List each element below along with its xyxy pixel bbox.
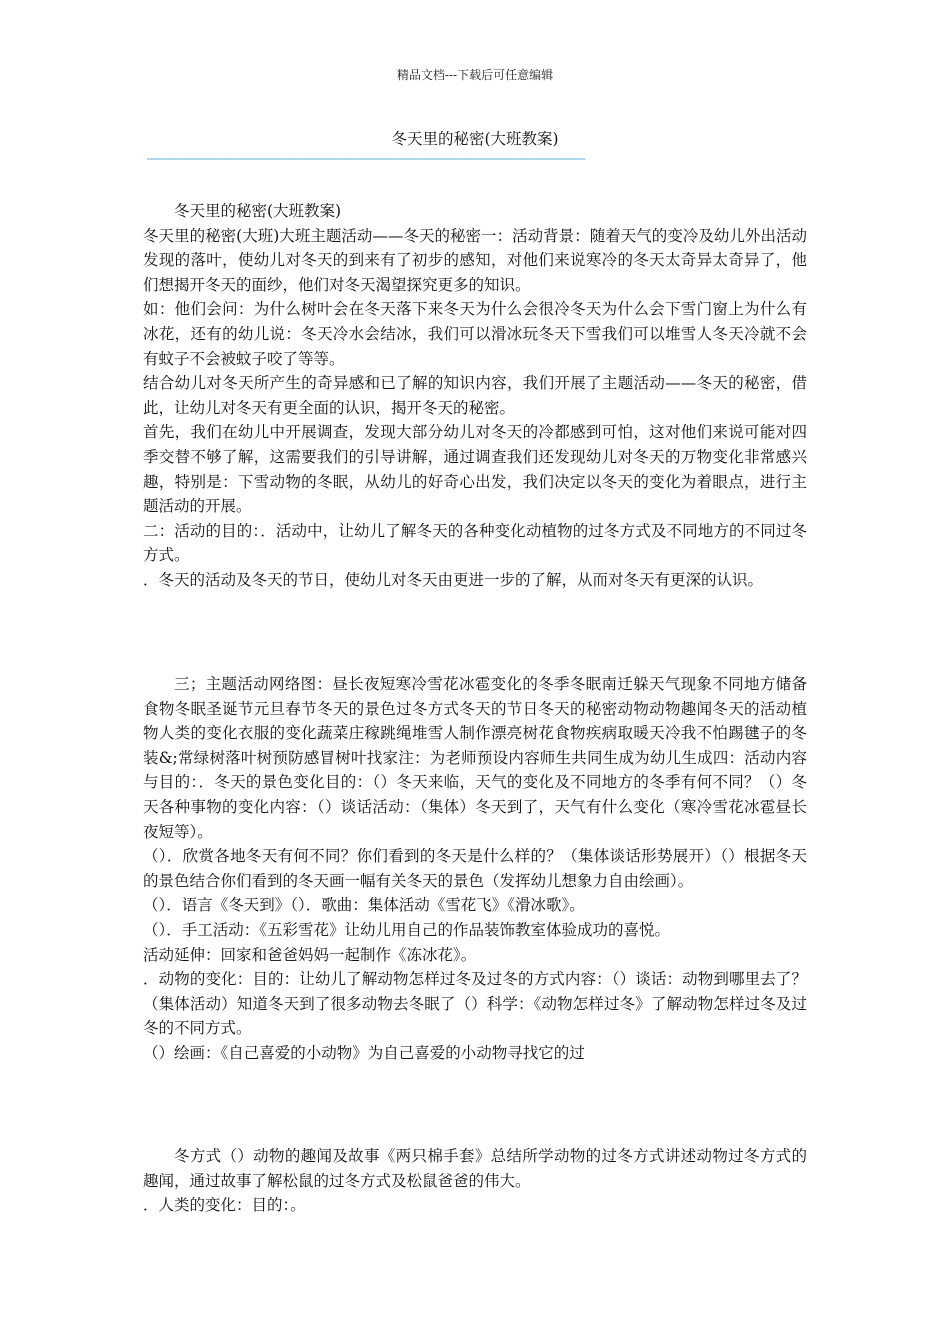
paragraph: 冬方式（）动物的趣闻及故事《两只棉手套》总结所学动物的过冬方式讲述动物过冬方式的趣闻，通过故事了解松鼠的过冬方式及松鼠爸爸的伟大。 xyxy=(143,1147,807,1190)
paragraph: 结合幼儿对冬天所产生的奇异感和已了解的知识内容，我们开展了主题活动——冬天的秘密，借此，让幼儿对冬天有更全面的认识，揭开冬天的秘密。 xyxy=(143,374,807,417)
body-section-3 xyxy=(143,1144,807,1218)
title-divider: ———————————————————————————————————————————————————— xyxy=(147,152,586,166)
paragraph: 二：活动的目的：．活动中，让幼儿了解冬天的各种变化动植物的过冬方式及不同地方的不同过冬方式。 xyxy=(143,521,807,565)
paragraph: （）．欣赏各地冬天有何不同？你们看到的冬天是什么样的？（集体谈话形势展开）（）根据冬天的景色结合你们看到的冬天画一幅有关冬天的景色（发挥幼儿想象力自由绘画）。 xyxy=(143,847,807,890)
paragraph: （）．语言《冬天到》（）．歌曲：集体活动《雪花飞》《滑冰歌》。 xyxy=(143,896,585,915)
paragraph: ．人类的变化：目的：。 xyxy=(143,1196,306,1215)
paragraph: ．冬天的活动及冬天的节日，使幼儿对冬天由更进一步的了解，从而对冬天有更深的认识。 xyxy=(143,570,764,589)
section-heading: 冬天里的秘密(大班教案) xyxy=(174,202,342,220)
paragraph: 冬天里的秘密(大班)大班主题活动——冬天的秘密一：活动背景：随着天气的变冷及幼儿外出活动发现的落叶，使幼儿对冬天的到来有了初步的感知，对他们来说寒冷的冬天太奇异太奇异了，他们想揭开冬天的面纱，他们对冬天渴望探究更多的知识。 xyxy=(143,226,807,294)
paragraph: ．动物的变化：目的：让幼儿了解动物怎样过冬及过冬的方式内容：（）谈话：动物到哪里去了？（集体活动）知道冬天到了很多动物去冬眠了（）科学：《动物怎样过冬》了解动物怎样过冬及过冬的不同方式。 xyxy=(143,970,807,1038)
body-section-1 xyxy=(143,199,807,593)
document-title: 冬天里的秘密(大班教案) xyxy=(391,130,559,148)
paragraph: （）绘画：《自己喜爱的小动物》为自己喜爱的小动物寻找它的过 xyxy=(143,1043,585,1062)
paragraph: 首先，我们在幼儿中开展调查，发现大部分幼儿对冬天的冷都感到可怕，这对他们来说可能对四季交替不够了解，这需要我们的引导讲解，通过调查我们还发现幼儿对冬天的万物变化非常感兴趣，特别是：下雪动物的冬眠，从幼儿的好奇心出发，我们决定以冬天的变化为着眼点，进行主题活动的开展。 xyxy=(143,423,807,516)
paragraph: 三；主题活动网络图：昼长夜短寒冷雪花冰雹变化的冬季冬眠南迁躲天气现象不同地方储备食物冬眠圣诞节元旦春节冬天的景色过冬方式冬天的节日冬天的秘密动物动物趣闻冬天的活动植物人类的变化衣服的变化蔬菜庄稼跳绳堆雪人制作漂亮树花食物疾病取暖天冷我不怕踢毽子的冬装&;常绿树落叶树预防感冒树叶找家注：为老师预设内容师生共同生成为幼儿生成四：活动内容与目的：．冬天的景色变化目的：（）冬天来临，天气的变化及不同地方的冬季有何不同？（）冬天各种事物的变化内容：（）谈话活动：（集体）冬天到了，天气有什么变化（寒冷雪花冰雹昼长夜短等）。 xyxy=(143,675,807,841)
paragraph: 活动延伸：回家和爸爸妈妈一起制作《冻冰花》。 xyxy=(143,945,477,964)
paragraph: （）．手工活动：《五彩雪花》让幼儿用自己的作品装饰教室体验成功的喜悦。 xyxy=(143,920,671,939)
body-section-2 xyxy=(143,672,807,1066)
page-header: 精品文档---下载后可任意编辑 xyxy=(396,68,554,82)
paragraph: 如：他们会问：为什么树叶会在冬天落下来冬天为什么会很冷冬天为什么会下雪门窗上为什么有冰花，还有的幼儿说：冬天冷水会结冰，我们可以滑冰玩冬天下雪我们可以堆雪人冬天冷就不会有蚊子不会被蚊子咬了等等。 xyxy=(143,300,807,368)
